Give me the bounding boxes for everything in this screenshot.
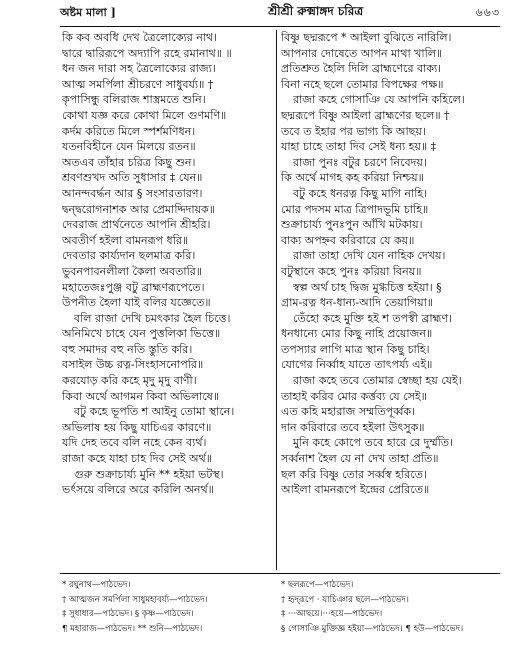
- footnote: § গোসাঞি মুক্তিজ্ঞ হইয়া—পাঠভেদ। ¶ হউ—পাঠভেদ।: [281, 623, 464, 634]
- verse-line: আপনার দোষেতে আপন মাথা খালি॥: [281, 46, 443, 60]
- verse-line: তেঁহো কহে মুক্তি হই শ তপস্বী ব্রাহ্মণ।: [293, 311, 453, 325]
- column-divider: [276, 30, 277, 570]
- right-column: [281, 30, 496, 498]
- verse-line: যোগের নির্ব্বাহ যাতে তাৎপর্য্য এই॥: [281, 358, 433, 372]
- verse-line: অনিমিখে চাহে যেন পুত্তলিকা ভিত্তে॥: [62, 327, 221, 341]
- verse-line: দ্বন্দ্বরোগনাশক আর প্রেমাদ্দিদায়ক॥: [62, 202, 215, 216]
- verse-line: শ্রবণশুখদ অতি সুধাসার ‡ যেন॥: [62, 171, 203, 185]
- verse-line: তবে ত ইহার পর ভাগ্য কি আছয়।: [281, 124, 426, 138]
- footnote: ‡ সুধাধার—পাঠভেদ। § কৃষ্ণ—পাঠভেদ।: [62, 609, 194, 619]
- header-book-title: শ্রীশ্রী রুক্মাঙ্গদ চরিত্র: [268, 4, 364, 18]
- verse-line: বসাইল উচ্চ রত্ন-সিংহাসনোপরি॥: [62, 358, 204, 372]
- verse-line: রাজা কহে তবে তোমার স্বেচ্ছা হয় যেই।: [293, 374, 462, 388]
- verse-line: উপনীত হৈলা যাই বলির যজ্ঞেতে॥: [62, 296, 211, 310]
- footnote: ‡ ···আছয়ে।···হয়ে—পাঠভেদ।: [281, 609, 383, 619]
- verse-line: সর্ব্বনাশ হৈল যে না দেখ তাহা প্রতি॥: [281, 452, 439, 466]
- verse-line: অবতীর্ণ হইলা বামনরূপ ধরি॥: [62, 233, 189, 247]
- verse-line: রাজা কহে গোসাঞি যে আপনি কহিলে।: [293, 93, 465, 107]
- verse-line: অতএব তাঁহার চরিত্র কিছু শুন।: [62, 155, 196, 169]
- left-column: [62, 30, 277, 498]
- verse-line: ভর্ৎসয়ে বলিরে অরে করিলি অনর্থ॥: [62, 483, 214, 497]
- footnote: * রঘুনাথ—পাঠভেদ।: [62, 580, 131, 590]
- verse-line: ধনধান্যে মোর কিছু নাহি প্রয়োজন॥: [281, 327, 433, 341]
- verse-line: বটু কহে ভূপতি শ আইনু তোমা স্থানে।: [74, 405, 235, 419]
- footnote: † আত্মজন সমর্পিলা সাধুমহাবর্য্য—পাঠভেদ।: [62, 594, 208, 605]
- verse-line: দেবতার কার্য্যদান ছলমাত্র করি।: [62, 249, 196, 263]
- header-rule: [60, 26, 500, 27]
- footnotes-right: [281, 578, 496, 636]
- verse-line: মোর পদসম মাত্র ত্রিপাদভূমি চাহি॥: [281, 202, 429, 216]
- verse-line: যাহা চাহে তাহা দিব সেই ধন্য হয়॥ ‡: [281, 140, 437, 154]
- verse-line: গ্রাম-রত্ন ধন-ধান্য-আদি তেয়াগিয়া॥: [281, 296, 434, 310]
- verse-line: বটু কহে ধনরত্ন কিছু মাগি নাহি।: [293, 186, 428, 200]
- verse-line: কিবা অর্থে আগমন কিবা অভিলাষে॥: [62, 389, 220, 403]
- verse-line: ছল করি বিষ্ণু তোর সর্ব্বস্ব হরিতে।: [281, 467, 427, 481]
- verse-line: শুক্রাচার্য্য পুনঃপুন আঁখি মটকায়।: [281, 218, 423, 232]
- verse-line: ছদ্মরূপে বিষ্ণু আইলা ব্রাহ্মণের ছলে॥ †: [281, 108, 450, 122]
- verse-line: তাহাই করিব মোর কর্ত্তব্য যে সেই॥: [281, 389, 427, 403]
- verse-line: রাজা তাহা দেখি যেন নাহিক দেখয়।: [293, 249, 446, 263]
- verse-line: মহাতেজঃপুঞ্জ বটু ব্রাহ্মণরূপেতে।: [62, 280, 205, 294]
- verse-line: বিষ্ণু ছদ্মরূপে * আইলা বুঝিতে নারিলি।: [281, 31, 452, 44]
- verse-line: বাক্য অপহ্নব করিবারে যে কয়॥: [281, 233, 415, 247]
- verse-line: ধন জন দারা সহ ত্রৈলোক্যের রাজ্য।: [62, 62, 216, 76]
- footnote: † হৃদ্‌রূপে · যাচিঞার ছলে—পাঠভেদ।: [281, 594, 409, 605]
- verse-line: গুরু শুক্রাচার্য্য মুনি ** হইয়া ভটস্থ।: [74, 467, 224, 481]
- verse-line: কি অর্থে মাগহ কহ করিয়া নিশ্চয়॥: [281, 171, 424, 185]
- verse-line: করযোড় করি কহে মৃদু মৃদু বাণী।: [62, 374, 197, 388]
- header-page-number: ৬৬৩: [475, 5, 500, 19]
- page-header: [60, 0, 500, 26]
- verse-line: দেবরাজ প্রার্থনেতে আপনি শ্রীহরি।: [62, 218, 211, 232]
- footnote: * ছলরূপে—পাঠভেদ।: [281, 580, 354, 590]
- verse-line: ভুবনপাবনলীলা কৈলা অবতারি॥: [62, 264, 202, 278]
- verse-line: কোথা যজ্ঞ করে কোথা মিলে গুণমণি॥: [62, 108, 227, 122]
- verse-line: তপস্যার লাগি মাত্র স্থান কিছু চাহি।: [281, 342, 430, 356]
- verse-line: কর্দম করিতে মিলে স্পর্শমণিধন।: [62, 124, 196, 138]
- verse-line: অভিলাষ হয় কিছু যাচিএর কারণে॥: [62, 420, 212, 434]
- verse-line: যতনবিহীনে যেন মিলয়ে রতন॥: [62, 140, 196, 154]
- verse-line: বহু সমাদর বহু নতি স্তুতি করি।: [62, 342, 193, 356]
- verse-line: দান করিবারে তবে হইলা উৎসুক॥: [281, 420, 425, 434]
- verse-line: স্বল্প অর্থ চাহ দ্বিজ মুগ্ধচিত্ত হইয়া। §: [293, 280, 442, 294]
- verse-line: মুনি কহে কোপে তবে হারে রে দুর্ম্মতি।: [293, 436, 453, 450]
- verse-line: আইলা বামনরূপে ইন্দ্রের প্রেরিতে॥: [281, 483, 430, 497]
- verse-line: কি কব অবধি দেখ ত্রৈলোক্যের নাথ।: [62, 31, 218, 44]
- verse-line: বিনা নহে ছলে তোমার বিপক্ষের পক্ষ॥: [281, 77, 444, 91]
- verse-line: বলি রাজা দেখি চমৎকার হৈল চিত্তে।: [74, 311, 231, 325]
- verse-line: আনন্দবর্দ্ধন আর § সংসারতারণ।: [62, 186, 203, 200]
- verse-line: বটুস্থানে কহে পুনঃ করিয়া বিনয়॥: [281, 264, 422, 278]
- verse-line: এত কহি মহারাজ সম্মতিপূর্ব্বক।: [281, 405, 416, 419]
- verse-line: রাজা পুনঃ বটুর চরণে নিবেদয়।: [293, 155, 427, 169]
- verse-line: আত্ম সমর্পিলা শ্রীচরণে সাধুবর্য্য॥ †: [62, 77, 214, 91]
- verse-line: দ্বারে দ্বারিরূপে অদ্যাপি রহে রমানাথ॥ ॥: [62, 46, 232, 60]
- footnotes-left: [62, 578, 277, 636]
- footnote: ¶ মহারাজ—পাঠভেদ। ** শুনি—পাঠভেদ।: [62, 623, 203, 634]
- verse-line: রাজা কহে যাহা চাহ দিব সেই অর্থ॥: [62, 452, 212, 466]
- footnote-rule: [60, 573, 500, 574]
- verse-line: যদি দেহ তবে বলি নহে কেন ব্যর্থ।: [62, 436, 207, 450]
- header-chapter: অষ্টম মালা ]: [60, 5, 116, 19]
- verse-line: প্রতিশ্রুত হৈলি দিলি ব্রাহ্মণেরে বাক্য।: [281, 62, 442, 76]
- verse-line: কৃপাসিন্ধু বলিরাজ শাস্ত্রমতে শুনি।: [62, 93, 206, 107]
